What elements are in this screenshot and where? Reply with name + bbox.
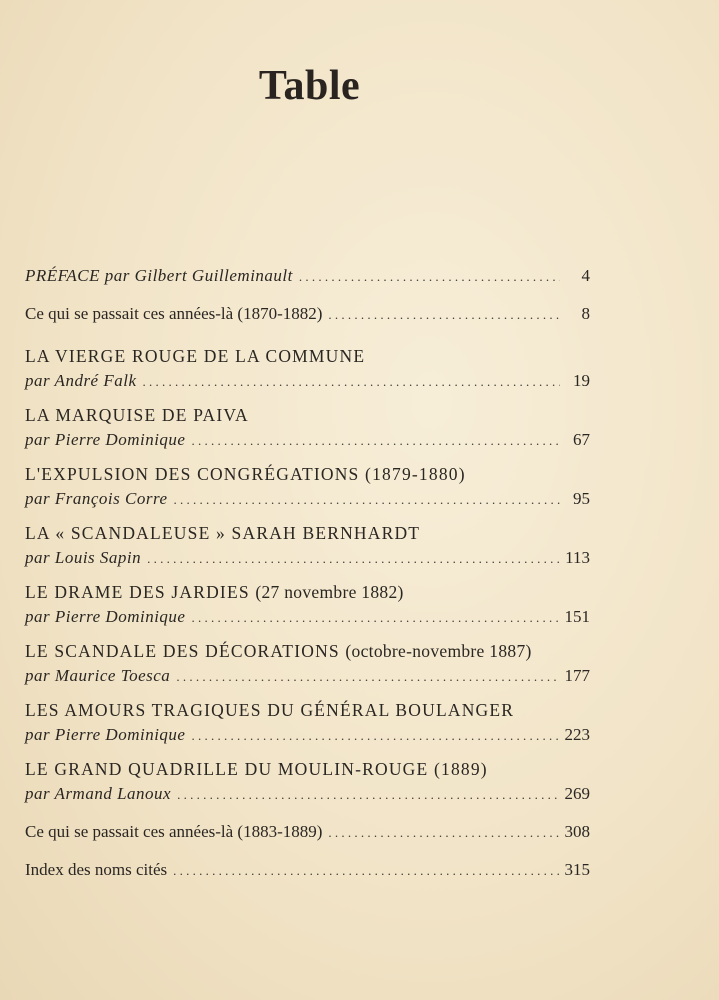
entry-heading: LA « SCANDALEUSE » SARAH BERNHARDT (25, 523, 421, 543)
entry-title: Ce qui se passait ces années-là (1870-1882) (25, 304, 323, 323)
entry-title: Ce qui se passait ces années-là (1883-1889) (25, 822, 323, 841)
entry-author: par Pierre Dominique (25, 607, 186, 626)
dot-leader (299, 266, 560, 286)
dot-leader (191, 430, 560, 450)
toc-entry-chronology-1883 (25, 822, 590, 850)
entry-author: par François Corre (25, 489, 168, 508)
entry-author: par Pierre Dominique (25, 430, 186, 449)
entry-author-row (25, 784, 590, 812)
toc-entry (25, 578, 590, 635)
page-number: 19 (573, 371, 590, 390)
entry-heading-caps: LE SCANDALE DES DÉCORATIONS (25, 641, 340, 661)
entry-title: Index des noms cités (25, 860, 168, 879)
entry-heading-date: (octobre-novembre 1887) (345, 641, 532, 661)
entry-heading (25, 578, 590, 607)
toc-entry (25, 696, 590, 753)
entry-heading-caps: LE DRAME DES JARDIES (25, 582, 250, 602)
page-number: 8 (581, 304, 590, 323)
dot-leader (191, 607, 558, 627)
entry-author: par Armand Lanoux (25, 784, 172, 803)
entry-heading: LA VIERGE ROUGE DE LA COMMUNE (25, 346, 366, 366)
entry-heading: LE GRAND QUADRILLE DU MOULIN-ROUGE (1889) (25, 759, 488, 779)
entry-heading-date: (27 novembre 1882) (255, 582, 404, 602)
entry-author-row (25, 371, 590, 399)
entry-title: PRÉFACE par Gilbert Guilleminault (25, 266, 293, 285)
entry-heading: L'EXPULSION DES CONGRÉGATIONS (1879-1880) (25, 464, 466, 484)
entry-author-row (25, 430, 590, 458)
toc-entry (25, 401, 590, 458)
entry-author-row (25, 666, 590, 694)
entry-author-row (25, 489, 590, 517)
page-number: 151 (564, 607, 590, 626)
toc-entry (25, 755, 590, 812)
entry-author-row (25, 607, 590, 635)
page-number: 113 (565, 548, 590, 567)
entry-heading: LA MARQUISE DE PAIVA (25, 405, 249, 425)
page-number: 308 (564, 822, 590, 841)
entry-author: par Pierre Dominique (25, 725, 186, 744)
toc-entry-index (25, 860, 590, 888)
page-number: 4 (581, 266, 590, 285)
entry-author-row (25, 725, 590, 753)
dot-leader (328, 304, 560, 324)
dot-leader (328, 822, 558, 842)
page-number: 315 (564, 860, 590, 879)
entry-heading (25, 637, 590, 666)
toc-entry (25, 637, 590, 694)
toc-entry (25, 519, 590, 576)
table-of-contents (25, 266, 590, 888)
dot-leader (177, 784, 558, 804)
dot-leader (191, 725, 558, 745)
entry-author: par Louis Sapin (25, 548, 142, 567)
entry-author: par Maurice Toesca (25, 666, 171, 685)
page-title: Table (258, 63, 361, 109)
page-number: 177 (564, 666, 590, 685)
page-number: 223 (564, 725, 590, 744)
toc-entry-chronology-1870 (25, 304, 590, 332)
dot-leader (173, 860, 558, 880)
dot-leader (143, 371, 560, 391)
page-number: 95 (573, 489, 590, 508)
dot-leader (176, 666, 558, 686)
toc-entry (25, 460, 590, 517)
dot-leader (147, 548, 559, 568)
dot-leader (174, 489, 561, 509)
page-number: 67 (573, 430, 590, 449)
entry-heading: LES AMOURS TRAGIQUES DU GÉNÉRAL BOULANGER (25, 700, 515, 720)
toc-entry (25, 342, 590, 399)
page-number: 269 (564, 784, 590, 803)
toc-entry-preface (25, 266, 590, 294)
entry-author-row (25, 548, 590, 576)
entry-author: par André Falk (25, 371, 137, 390)
